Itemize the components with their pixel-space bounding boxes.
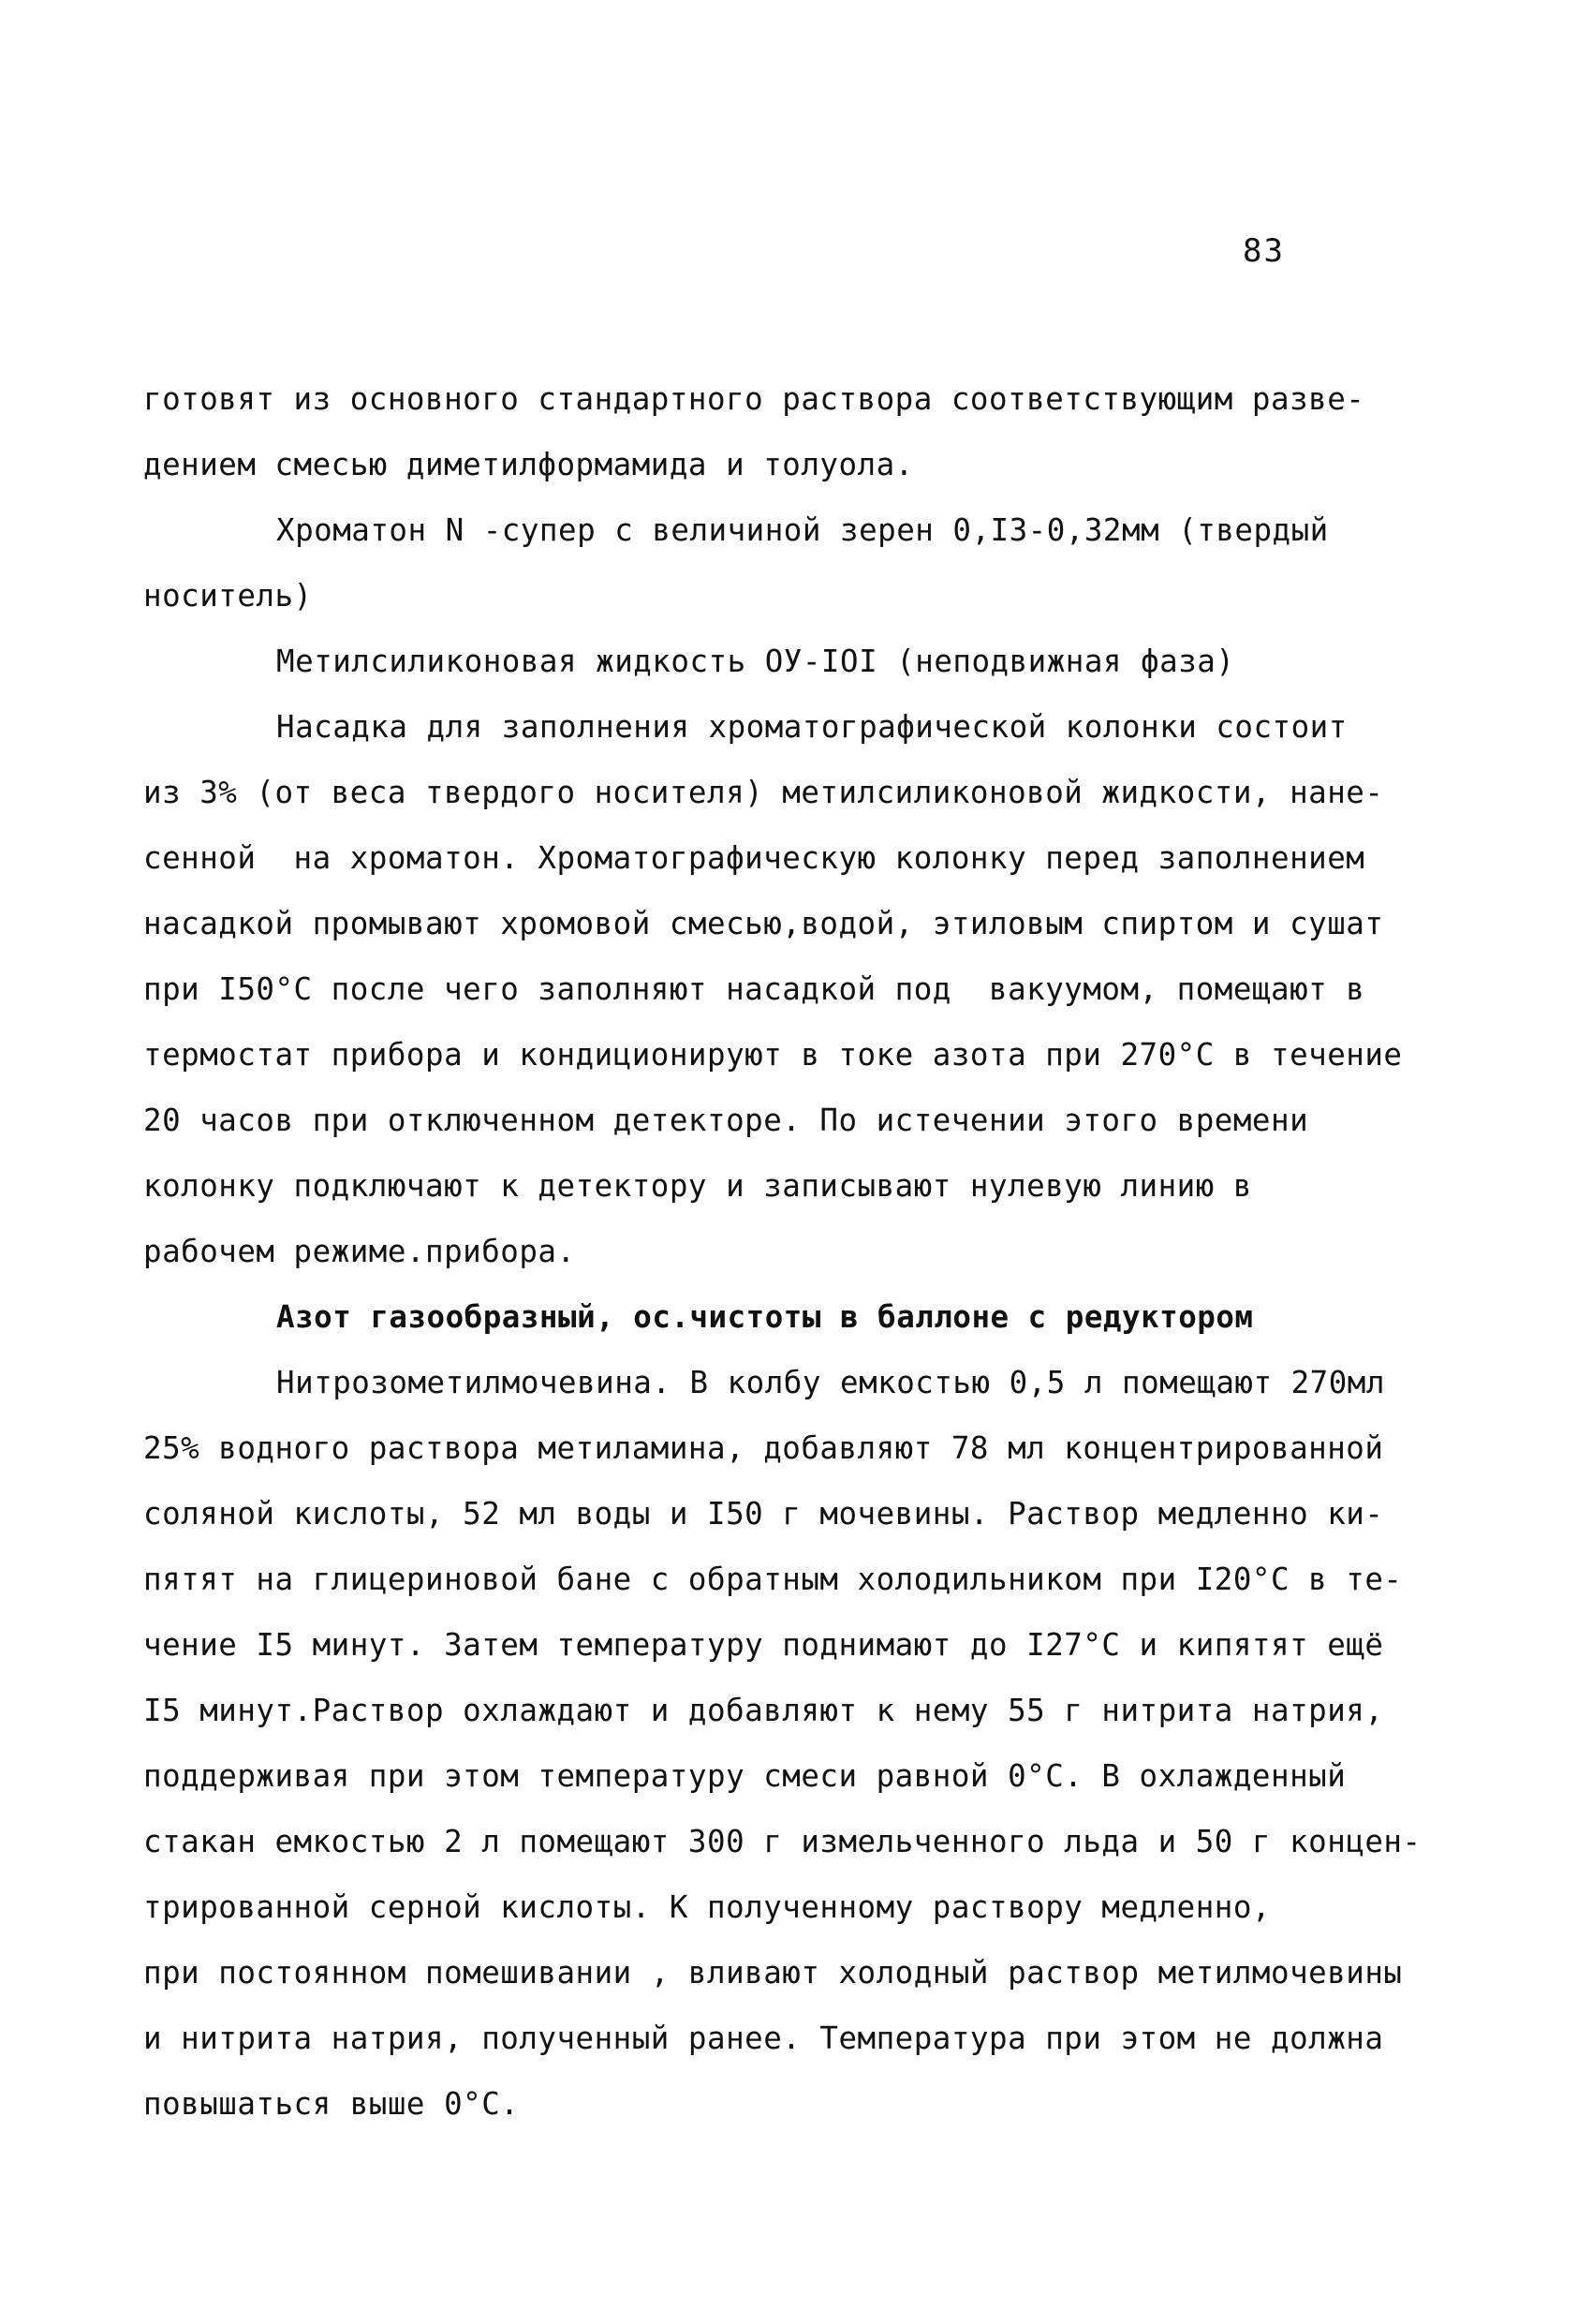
text-line: готовят из основного стандартного раствора соответствующим разве- (143, 381, 1365, 417)
text-line: I5 минут.Раствор охлаждают и добавляют к нему 55 г нитрита натрия, (143, 1693, 1384, 1728)
text-line: 25% водного раствора метиламина, добавляют 78 мл концентрированной (143, 1430, 1384, 1466)
text-line: Метилсиликоновая жидкость ОУ-IOI (неподвижная фаза) (276, 644, 1235, 679)
text-line: носитель) (143, 578, 313, 614)
text-line: термостат прибора и кондиционируют в токе азота при 270°С в течение (143, 1037, 1403, 1073)
text-line: Нитрозометилмочевина. В колбу емкостью 0,5 л помещают 270мл (276, 1365, 1385, 1400)
text-line: поддерживая при этом температуру смеси равной 0°С. В охлажденный (143, 1758, 1347, 1794)
text-line: сенной на хроматон. Хроматографическую колонку перед заполнением (143, 840, 1365, 876)
text-line: трированной серной кислоты. К полученному раствору медленно, (143, 1889, 1271, 1925)
text-line: повышаться выше 0°С. (143, 2086, 520, 2122)
text-line: насадкой промывают хромовой смесью,водой, этиловым спиртом и сушат (143, 906, 1384, 941)
text-line: чение I5 минут. Затем температуру поднимают до I27°С и кипятят ещё (143, 1627, 1384, 1663)
text-line: из 3% (от веса твердого носителя) метилсиликоновой жидкости, нане- (143, 775, 1384, 810)
text-line: колонку подключают к детектору и записывают нулевую линию в (143, 1168, 1252, 1204)
text-line: дением смесью диметилформамида и толуола. (143, 447, 914, 482)
text-line: Хроматон N -супер с величиной зерен 0,I3-0,32мм (твердый (276, 512, 1329, 548)
text-line: пятят на глицериновой бане с обратным холодильником при I20°С в те- (143, 1562, 1403, 1597)
text-line: и нитрита натрия, полученный ранее. Температура при этом не должна (143, 2021, 1384, 2056)
text-line: стакан емкостью 2 л помещают 300 г измельченного льда и 50 г концен- (143, 1824, 1422, 1859)
text-line: при I50°С после чего заполняют насадкой под вакуумом, помещают в (143, 971, 1365, 1007)
text-line: Азот газообразный, ос.чистоты в баллоне с редуктором (276, 1299, 1254, 1335)
text-line: Насадка для заполнения хроматографической колонки состоит (276, 709, 1348, 745)
text-line: при постоянном помешивании , вливают холодный раствор метилмочевины (143, 1955, 1403, 1991)
text-line: 20 часов при отключенном детекторе. По истечении этого времени (143, 1103, 1309, 1138)
page-number: 83 (1243, 232, 1285, 270)
text-line: рабочем режиме.прибора. (143, 1234, 576, 1269)
text-line: соляной кислоты, 52 мл воды и I50 г мочевины. Раствор медленно ки- (143, 1496, 1384, 1532)
